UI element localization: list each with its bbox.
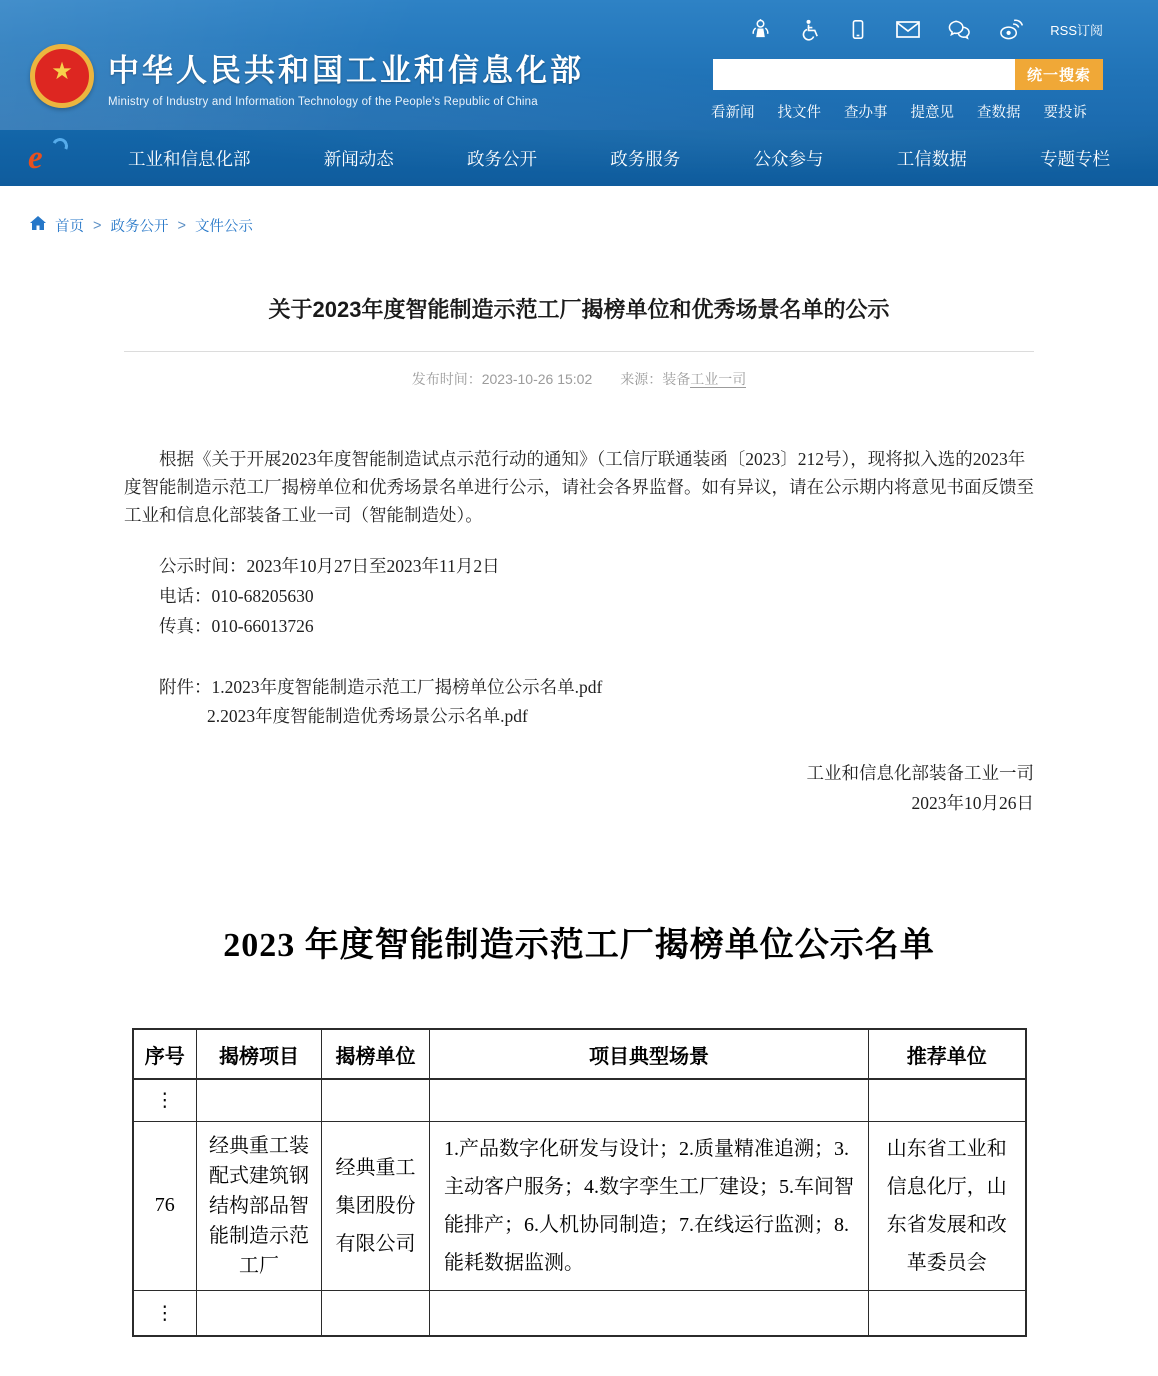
table-cell [322,1290,430,1336]
table-cell: ⋮ [133,1079,197,1121]
list-title: 2023 年度智能制造示范工厂揭榜单位公示名单 [223,927,935,964]
mail-icon[interactable] [895,18,921,41]
mobile-icon[interactable] [847,18,869,41]
table-cell [430,1290,869,1336]
table-cell: ⋮ [133,1290,197,1336]
table-cell [197,1079,322,1121]
brand [30,44,584,108]
attachment-line-1 [124,673,1034,701]
nav-item-topics[interactable]: 专题专栏 [1040,148,1110,169]
table-cell [430,1079,869,1121]
fax-line: 传真：010-66013726 [159,616,314,636]
robot-mascot-icon[interactable] [749,18,772,41]
source-department-link[interactable]: 工业一司 [690,371,747,387]
top-banner [0,0,1158,130]
breadcrumb-gov-open[interactable]: 政务公开 [110,219,169,235]
cell-project-name: 经典重工装配式建筑钢结构部品智能制造示范工厂 [197,1121,322,1290]
quick-link-data[interactable]: 查数据 [977,105,1021,121]
emblem-star-icon: ★ [51,57,73,85]
publicity-table [132,1028,1027,1337]
nav-item-home[interactable]: 工业和信息化部 [128,148,251,169]
site-title: 中华人民共和国工业和信息化部 [108,52,584,88]
title-divider [124,351,1034,352]
signature-org: 工业和信息化部装备工业一司 [806,763,1034,783]
site-subtitle: Ministry of Industry and Information Technology of the People's Republic of China [108,95,538,108]
quick-link-services[interactable]: 查办事 [844,105,888,121]
nav-item-gov-open[interactable]: 政务公开 [467,148,537,169]
signature-date: 2023年10月26日 [911,793,1034,813]
quick-link-suggest[interactable]: 提意见 [910,105,954,121]
info-lines [124,551,1034,641]
nav-item-news[interactable]: 新闻动态 [323,148,394,169]
banner-right [711,14,1103,122]
table-cell [869,1290,1026,1336]
attachment-line-2 [124,702,1034,730]
phone-line: 电话：010-68205630 [159,586,314,606]
search-bar [711,59,1103,90]
nav-item-participation[interactable]: 公众参与 [753,148,824,169]
quick-link-files[interactable]: 找文件 [777,105,821,121]
main-nav [0,130,1158,186]
article-paragraph: 根据《关于开展2023年度智能制造试点示范行动的通知》（工信厅联通装函〔2023〕212号），现将拟入选的2023年度智能制造示范工厂揭榜单位和优秀场景名单进行公示，请社会各界监督。如有异议，请在公示期内将意见书面反馈至工业和信息化部装备工业一司（智能制造处）。 [124,449,1034,525]
col-header-recommender: 推荐单位 [869,1029,1026,1079]
miit-e-logo-icon: e [28,138,66,178]
source-prefix: 来源：装备 [620,371,691,387]
signature-block [124,758,1034,818]
article-meta [124,369,1034,389]
table-cell [869,1079,1026,1121]
col-header-no: 序号 [133,1029,197,1079]
publish-time: 发布时间：2023-10-26 15:02 [411,371,593,387]
notice-period-line: 公示时间：2023年10月27日至2023年11月2日 [159,556,500,576]
cell-recommender: 山东省工业和信息化厅，山东省发展和改革委员会 [869,1121,1026,1290]
article-title: 关于2023年度智能制造示范工厂揭榜单位和优秀场景名单的公示 [268,297,890,322]
table-row-ellipsis-bottom [133,1290,1026,1336]
brand-text [108,45,584,108]
cell-typical-scenes: 1.产品数字化研发与设计；2.质量精准追溯；3.主动客户服务；4.数字孪生工厂建设；5.车间智能排产；6.人机协同制造；7.在线运行监测；8.能耗数据监测。 [430,1121,869,1290]
rss-subscribe-link[interactable]: RSS订阅 [1050,22,1103,38]
breadcrumb-file-notice[interactable]: 文件公示 [194,219,253,235]
col-header-project: 揭榜项目 [197,1029,322,1079]
unified-search-button[interactable]: 统一搜索 [1015,59,1103,90]
table-row-ellipsis-top [133,1079,1026,1121]
breadcrumb-home[interactable]: 首页 [55,219,84,235]
quick-link-news[interactable]: 看新闻 [711,105,755,121]
quick-link-complaint[interactable]: 要投诉 [1043,105,1087,121]
breadcrumb [30,215,1158,236]
table-row-76 [133,1121,1026,1290]
weibo-icon[interactable] [998,18,1024,41]
attachment-1-link[interactable]: 附件：1.2023年度智能制造示范工厂揭榜单位公示名单.pdf [159,677,603,697]
utility-icon-row [711,14,1103,44]
table-header-row [133,1029,1026,1079]
article-body [124,445,1034,818]
col-header-scenes: 项目典型场景 [430,1029,869,1079]
breadcrumb-separator: > [93,217,102,234]
home-icon[interactable] [30,216,46,235]
national-emblem-logo [30,44,94,108]
nav-item-data[interactable]: 工信数据 [896,148,967,169]
article-content [124,293,1034,1337]
nav-items [66,146,1158,171]
nav-item-gov-service[interactable]: 政务服务 [610,148,681,169]
cell-serial-number: 76 [133,1121,197,1290]
table-cell [322,1079,430,1121]
attachment-2-link[interactable]: 2.2023年度智能制造优秀场景公示名单.pdf [207,706,528,726]
accessibility-icon[interactable] [798,18,821,41]
quick-links-row [711,101,1103,122]
search-input[interactable] [713,59,1015,90]
attachments [124,673,1034,730]
cell-unit-name: 经典重工集团股份有限公司 [322,1121,430,1290]
wechat-icon[interactable] [947,18,972,41]
breadcrumb-separator: > [177,217,186,234]
col-header-unit: 揭榜单位 [322,1029,430,1079]
table-cell [197,1290,322,1336]
